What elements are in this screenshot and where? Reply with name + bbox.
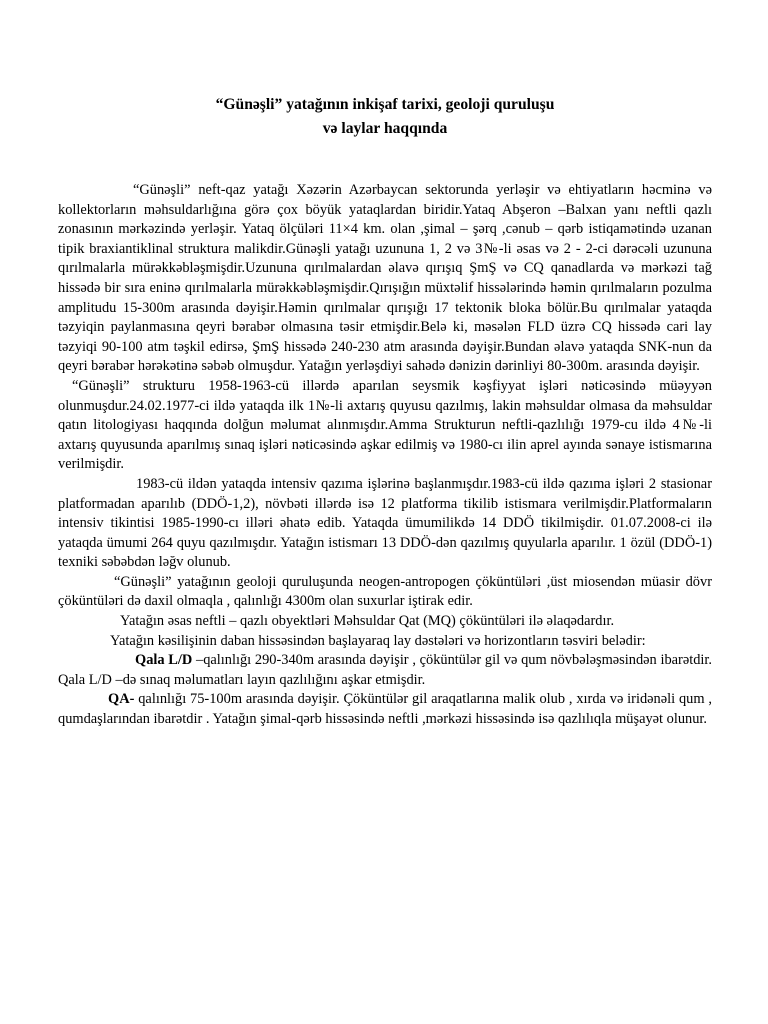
paragraph-section-description xyxy=(58,632,712,652)
paragraph-text: qalınlığı 75-100m arasında dəyişir. Çöküntülər gil araqatlarına malik olub , xırda və iridənəli qum , qumdaşlarından ibarətdir . Yatağın şimal-qərb hissəsində neftli ,mərkəzi hissəsində isə qazlılıqla müşayət olunur. xyxy=(58,691,712,728)
paragraph-text: 1983-cü ildən yataqda intensiv qazıma işlərinə başlanmışdır.1983-cü ildə qazıma işləri 2 stasionar platformadan aparılıb (DDÖ-1,2), növbəti illərdə isə 12 platforma tikilib istismara verilmişdir.Platformaların intensiv tikintisi 1985-1990-cı illəri əhatə edib. Yataqda ümumilikdə 14 DDÖ tikilmişdir. 01.07.2008-ci ilə yataqda ümumi 264 quyu qazılmışdır. Yatağın istismarı 13 DDÖ-dən qazılmış quyularla aparılır. 1 özül (DDÖ-1) texniki səbəbdən ləğv olunub. xyxy=(58,475,712,571)
title-line-1: “Günəşli” yatağının inkişaf tarixi, geoloji quruluşu xyxy=(215,96,555,113)
paragraph-exploration-history xyxy=(58,377,712,475)
document-body xyxy=(58,181,712,730)
paragraph-drilling-history xyxy=(58,475,712,573)
paragraph-text: “Günəşli” yatağının geoloji quruluşunda neogen-antropogen çöküntüləri ,üst miosendən müasir dövr çöküntüləri də daxil olmaqla , qalınlığı 4300m olan suxurlar iştirak edir. xyxy=(58,573,712,610)
paragraph-text: –qalınlığı 290-340m arasında dəyişir , çöküntülər gil və qum növbələşməsindən ibarətdir. Qala L/D –də sınaq məlumatları layın qazlılığını aşkar etmişdir. xyxy=(58,652,712,688)
paragraph-text: Yatağın əsas neftli – qazlı obyektləri Məhsuldar Qat (MQ) çöküntüləri ilə əlaqədardır. xyxy=(120,613,615,630)
paragraph-text: “Günəşli” neft-qaz yatağı Xəzərin Azərbaycan sektorunda yerləşir və ehtiyatların həcminə və kollektorların məhsuldarlığına görə çox böyük yataqlardan biridir.Yataq Abşeron –Balxan yanı neftli qazlı zonasının mərkəzində yerləşir. Yataq ölçüləri 11×4 km. olan ,şimal – şərq ,cənub – qərb istiqamətində uzanan tipik braxiantiklinal struktura malikdir.Günəşli yatağı uzununa 1, 2 və 3№-li əsas və 2 - 2-ci dərəcəli uzununa qırılmalarla mürəkkəbləşmişdir.Uzununa qırılmalardan əlavə qırışıq ŞmŞ və CQ qanadlarda və mərkəzi tağ hissədə bir sıra eninə qırılmalarla mürəkkəbləşmişdir.Qırışığın müxtəlif hissələrində həmin qırılmaların pozulma amplitudu 15-300m arasında dəyişir.Həmin qırılmalar qırışığı 17 tektonik bloka bölür.Bu qırılmalar yataqda təzyiqin paylanmasına qeyri bərabər olmasına təsir etmişdir.Belə ki, məsələn FLD üzrə CQ hissədə cari lay təzyiqi 90-100 atm təşkil edirsə, ŞmŞ hissədə 240-230 atm arasında dəyişir.Bundan əlavə yataqda SNK-nun da qeyri bərabər hərəkətinə səbəb olmuşdur. Yatağın yerləşdiyi sahədə dənizin dərinliyi 80-300m. arasında dəyişir. xyxy=(58,182,712,375)
title-line-2: və laylar haqqında xyxy=(322,120,448,137)
paragraph-text: Yatağın kəsilişinin daban hissəsindən başlayaraq lay dəstələri və horizontların təsviri belədir: xyxy=(110,632,646,649)
paragraph-qa-suite xyxy=(58,690,712,729)
document-title xyxy=(58,93,712,141)
document-page xyxy=(58,93,712,730)
paragraph-geology xyxy=(58,573,712,612)
paragraph-qala-suite xyxy=(58,651,712,690)
paragraph-location xyxy=(58,181,712,377)
paragraph-lead: QA- xyxy=(108,691,135,708)
paragraph-main-objects xyxy=(58,612,712,632)
paragraph-lead: Qala L/D xyxy=(135,652,193,669)
paragraph-text: “Günəşli” strukturu 1958-1963-cü illərdə aparılan seysmik kəşfiyyat işləri nəticəsində müəyyən olunmuşdur.24.02.1977-ci ildə yataqda ilk 1№-li axtarış quyusu qazılmış, lakin məhsuldar olmasa da məhsuldar qatın litologiyası haqqında dolğun məlumat alınmışdır.Amma Strukturun neftli-qazlılığı 1979-cu ildə 4№-li axtarış quyusunda aparılmış sınaq işləri nəticəsində aşkar edilmiş və 1980-cı ilin aprel ayında sənaye istismarına verilmişdir. xyxy=(58,377,712,473)
